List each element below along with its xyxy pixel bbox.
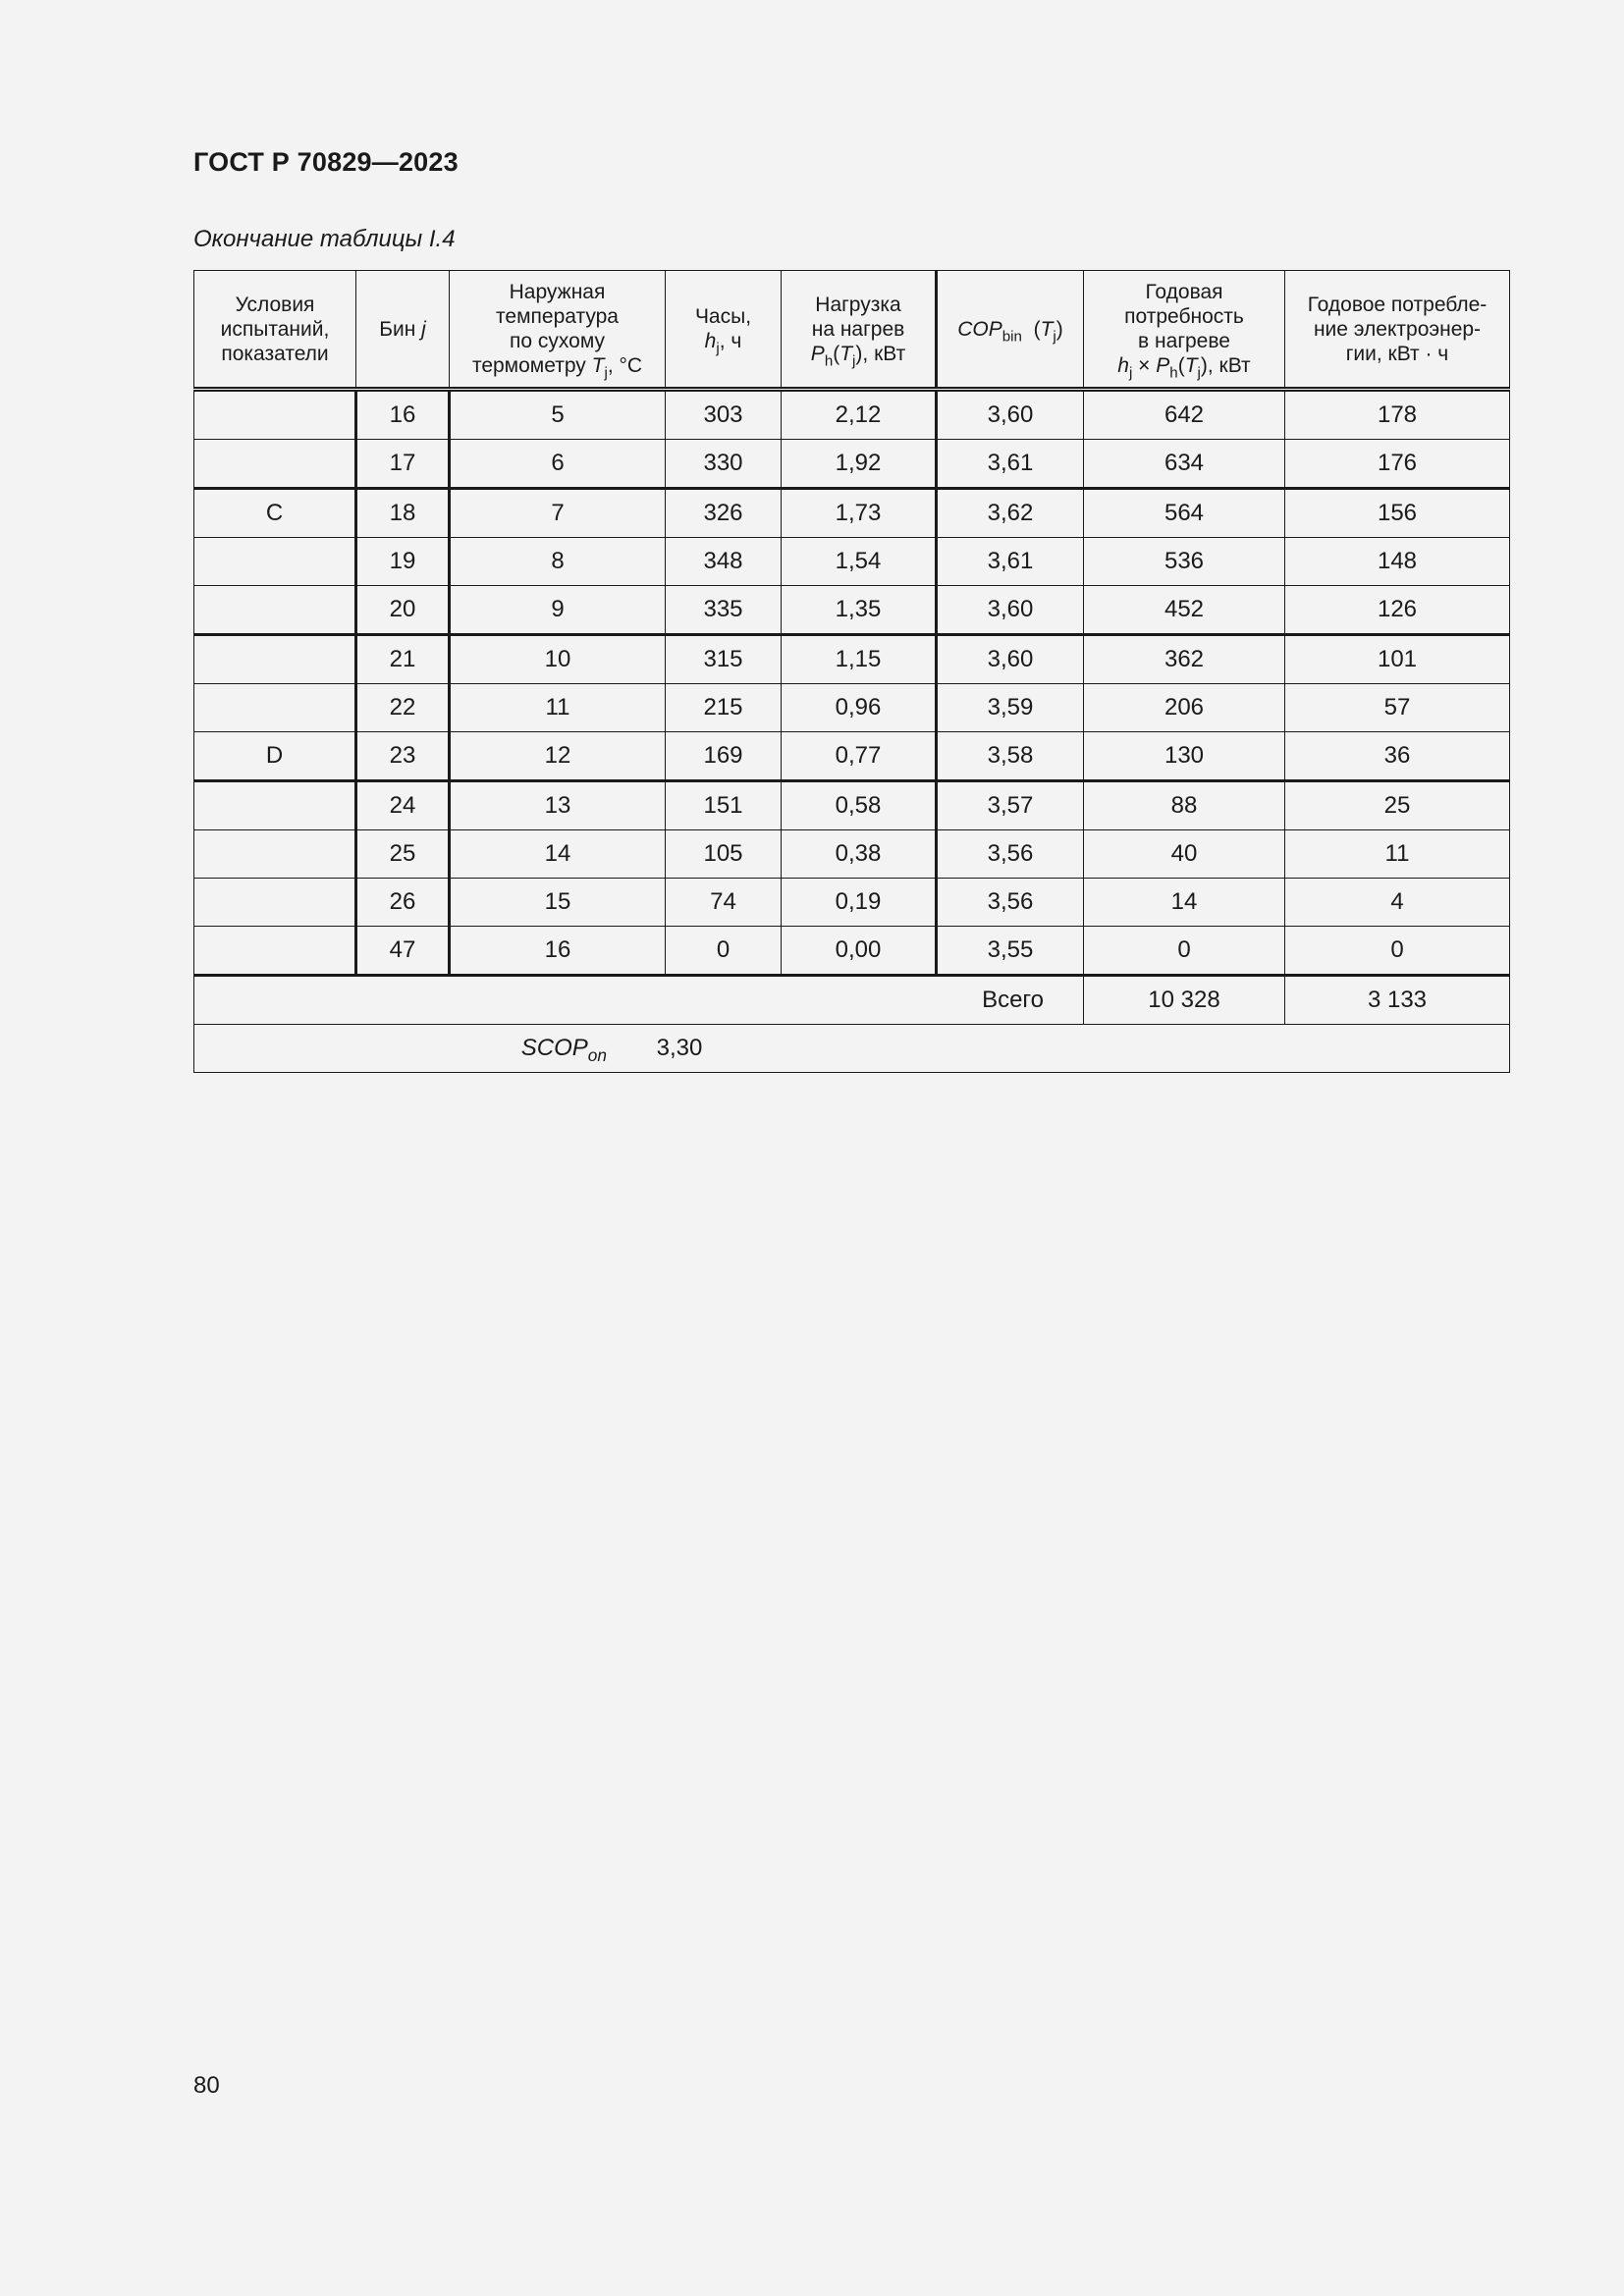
cell-energy: 148 [1285, 538, 1510, 586]
cell-energy: 4 [1285, 879, 1510, 927]
cell-energy: 25 [1285, 781, 1510, 830]
cell-condition [194, 927, 356, 976]
cell-temp: 7 [450, 489, 666, 538]
table-row [194, 538, 1510, 586]
scop-cell [194, 1025, 1510, 1073]
cell-bin: 25 [356, 830, 450, 879]
cell-load: 0,96 [782, 684, 937, 732]
total-energy: 3 133 [1285, 976, 1510, 1025]
cell-energy: 156 [1285, 489, 1510, 538]
cell-cop: 3,62 [937, 489, 1084, 538]
cell-bin: 26 [356, 879, 450, 927]
cell-load: 0,38 [782, 830, 937, 879]
cell-condition: C [194, 489, 356, 538]
col-header-hours: Часы, $h_j$, ч [666, 271, 782, 390]
cell-demand: 452 [1084, 586, 1285, 635]
col-header-bin: Бин j [356, 271, 450, 390]
cell-temp: 15 [450, 879, 666, 927]
cell-load: 0,58 [782, 781, 937, 830]
cell-demand: 206 [1084, 684, 1285, 732]
header-row [194, 271, 1510, 390]
page-number: 80 [193, 2072, 220, 2099]
table-row [194, 489, 1510, 538]
cell-hours: 326 [666, 489, 782, 538]
data-table [193, 270, 1510, 1073]
cell-hours: 105 [666, 830, 782, 879]
cell-temp: 16 [450, 927, 666, 976]
cell-condition [194, 781, 356, 830]
cell-bin: 18 [356, 489, 450, 538]
cell-bin: 22 [356, 684, 450, 732]
cell-hours: 348 [666, 538, 782, 586]
scop-value: 3,30 [656, 1035, 703, 1061]
total-label: Всего [194, 976, 1084, 1025]
table-caption: Окончание таблицы I.4 [193, 226, 456, 252]
cell-load: 0,77 [782, 732, 937, 781]
cell-cop: 3,60 [937, 586, 1084, 635]
cell-bin: 47 [356, 927, 450, 976]
cell-hours: 335 [666, 586, 782, 635]
cell-energy: 57 [1285, 684, 1510, 732]
col-header-load: Нагрузка на нагрев $P_h(T_j)$, кВт [782, 271, 937, 390]
col-header-energy: Годовое потребле- ние электроэнер- гии, кВт · ч [1285, 271, 1510, 390]
cell-temp: 5 [450, 390, 666, 440]
cell-energy: 0 [1285, 927, 1510, 976]
cell-cop: 3,60 [937, 390, 1084, 440]
cell-condition [194, 684, 356, 732]
total-row [194, 976, 1510, 1025]
document-header: ГОСТ Р 70829—2023 [193, 147, 459, 177]
cell-bin: 21 [356, 635, 450, 684]
cell-hours: 315 [666, 635, 782, 684]
cell-energy: 178 [1285, 390, 1510, 440]
cell-hours: 303 [666, 390, 782, 440]
cell-demand: 130 [1084, 732, 1285, 781]
cell-condition [194, 635, 356, 684]
table-row [194, 440, 1510, 489]
cell-demand: 40 [1084, 830, 1285, 879]
cell-bin: 20 [356, 586, 450, 635]
cell-hours: 215 [666, 684, 782, 732]
cell-load: 0,19 [782, 879, 937, 927]
cell-bin: 17 [356, 440, 450, 489]
cell-cop: 3,60 [937, 635, 1084, 684]
table-body [194, 390, 1510, 1073]
cell-cop: 3,56 [937, 879, 1084, 927]
cell-energy: 11 [1285, 830, 1510, 879]
cell-hours: 330 [666, 440, 782, 489]
cell-energy: 101 [1285, 635, 1510, 684]
cell-demand: 634 [1084, 440, 1285, 489]
cell-temp: 9 [450, 586, 666, 635]
table-row [194, 586, 1510, 635]
cell-load: 2,12 [782, 390, 937, 440]
table-row [194, 927, 1510, 976]
col-header-temperature: Наружная температура по сухому термометру $T_j$, °C [450, 271, 666, 390]
cell-load: 1,92 [782, 440, 937, 489]
cell-temp: 8 [450, 538, 666, 586]
cell-energy: 176 [1285, 440, 1510, 489]
cell-demand: 362 [1084, 635, 1285, 684]
cell-bin: 19 [356, 538, 450, 586]
cell-cop: 3,58 [937, 732, 1084, 781]
cell-condition: D [194, 732, 356, 781]
cell-hours: 151 [666, 781, 782, 830]
cell-condition [194, 440, 356, 489]
cell-load: 1,35 [782, 586, 937, 635]
cell-condition [194, 538, 356, 586]
cell-cop: 3,57 [937, 781, 1084, 830]
cell-cop: 3,61 [937, 538, 1084, 586]
table-row [194, 781, 1510, 830]
cell-temp: 12 [450, 732, 666, 781]
cell-load: 1,15 [782, 635, 937, 684]
scop-row [194, 1025, 1510, 1073]
cell-energy: 36 [1285, 732, 1510, 781]
cell-condition [194, 830, 356, 879]
cell-temp: 10 [450, 635, 666, 684]
cell-demand: 14 [1084, 879, 1285, 927]
col-header-cop: $COP_{bin}$ $(T_j)$ [937, 271, 1084, 390]
cell-bin: 16 [356, 390, 450, 440]
cell-hours: 74 [666, 879, 782, 927]
cell-cop: 3,55 [937, 927, 1084, 976]
table-row [194, 635, 1510, 684]
total-demand: 10 328 [1084, 976, 1285, 1025]
table-row [194, 684, 1510, 732]
cell-bin: 24 [356, 781, 450, 830]
cell-load: 1,54 [782, 538, 937, 586]
cell-hours: 169 [666, 732, 782, 781]
cell-demand: 642 [1084, 390, 1285, 440]
cell-demand: 0 [1084, 927, 1285, 976]
cell-temp: 11 [450, 684, 666, 732]
table-row [194, 390, 1510, 440]
cell-cop: 3,59 [937, 684, 1084, 732]
cell-energy: 126 [1285, 586, 1510, 635]
cell-demand: 536 [1084, 538, 1285, 586]
cell-temp: 6 [450, 440, 666, 489]
cell-temp: 13 [450, 781, 666, 830]
cell-demand: 564 [1084, 489, 1285, 538]
scop-label: $SCOP_{on}$ [520, 1035, 607, 1066]
cell-condition [194, 586, 356, 635]
table-row [194, 879, 1510, 927]
cell-condition [194, 879, 356, 927]
cell-condition [194, 390, 356, 440]
cell-temp: 14 [450, 830, 666, 879]
cell-hours: 0 [666, 927, 782, 976]
cell-load: 1,73 [782, 489, 937, 538]
cell-load: 0,00 [782, 927, 937, 976]
table-row [194, 830, 1510, 879]
col-header-conditions: Условия испытаний, показатели [194, 271, 356, 390]
col-header-heating-demand: Годовая потребность в нагреве $h_j \times P_h(T_j)$, кВт [1084, 271, 1285, 390]
cell-cop: 3,56 [937, 830, 1084, 879]
table-row [194, 732, 1510, 781]
cell-cop: 3,61 [937, 440, 1084, 489]
cell-demand: 88 [1084, 781, 1285, 830]
cell-bin: 23 [356, 732, 450, 781]
